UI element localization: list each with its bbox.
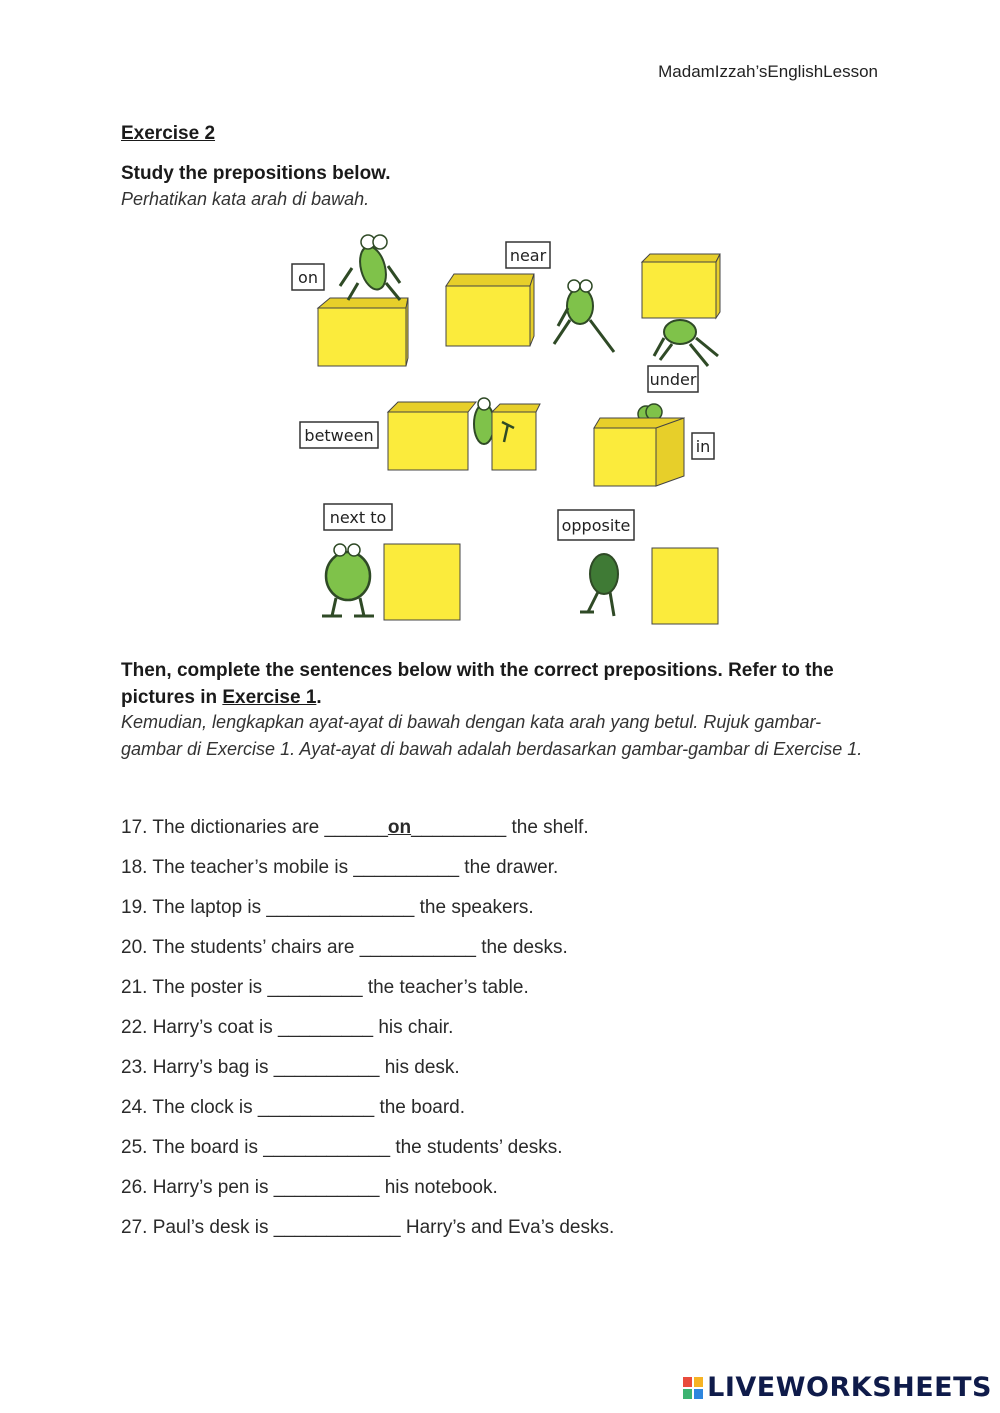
header-brand: MadamIzzah’sEnglishLesson xyxy=(658,62,878,81)
question-21[interactable]: 21. The poster is _________ the teacher’s table. xyxy=(121,977,529,998)
question-18[interactable]: 18. The teacher’s mobile is __________ the drawer. xyxy=(121,857,559,878)
frog-next-to xyxy=(322,544,374,616)
liveworksheets-logo-icon xyxy=(683,1377,703,1399)
cube-next-to xyxy=(384,544,460,620)
liveworksheets-logo[interactable] xyxy=(683,1372,992,1403)
answer-17[interactable]: on xyxy=(387,817,412,838)
label-near: near xyxy=(509,246,547,265)
label-in: in xyxy=(695,437,711,456)
cube-near xyxy=(446,286,530,346)
cube-between-right xyxy=(492,412,536,470)
question-19[interactable]: 19. The laptop is ______________ the speakers. xyxy=(121,897,534,918)
scene-in xyxy=(594,404,714,486)
scene-near xyxy=(446,242,614,352)
label-between: between xyxy=(304,426,374,445)
instruction-english: Study the prepositions below. xyxy=(121,163,391,184)
cube-in xyxy=(594,428,656,486)
instruction2-period: . xyxy=(316,687,322,708)
scene-under xyxy=(642,254,720,392)
scene-on xyxy=(292,235,408,366)
scene-between xyxy=(300,398,540,470)
exercise-1-reference: Exercise 1 xyxy=(222,687,317,708)
question-27[interactable]: 27. Paul’s desk is ____________ Harry’s and Eva’s desks. xyxy=(121,1217,615,1238)
label-on: on xyxy=(298,268,318,287)
question-24[interactable]: 24. The clock is ___________ the board. xyxy=(121,1097,466,1118)
frog-opposite xyxy=(580,554,618,616)
question-26[interactable]: 26. Harry’s pen is __________ his notebook. xyxy=(121,1177,498,1198)
frog-near xyxy=(554,280,614,352)
question-17: 17. The dictionaries are ______on_________ the shelf. xyxy=(121,817,589,838)
scene-next-to xyxy=(322,504,460,620)
frog-under xyxy=(654,320,718,366)
label-under: under xyxy=(649,370,697,389)
instruction2-text: Then, complete the sentences below with the correct prepositions. Refer to the pictures in xyxy=(121,660,834,708)
cube-on xyxy=(318,308,406,366)
cube-opposite xyxy=(652,548,718,624)
instruction2-english xyxy=(121,657,881,711)
frog-on xyxy=(340,235,400,300)
question-25[interactable]: 25. The board is ____________ the students’ desks. xyxy=(121,1137,563,1158)
frog-between xyxy=(474,398,494,444)
question-23[interactable]: 23. Harry’s bag is __________ his desk. xyxy=(121,1057,460,1078)
instruction2-malay: Kemudian, lengkapkan ayat-ayat di bawah dengan kata arah yang betul. Rujuk gambar-gambar di Exercise 1. Ayat-ayat di bawah adalah berdasarkan gambar-gambar di Exercise 1. xyxy=(121,712,863,759)
liveworksheets-logo-text: LIVEWORKSHEETS xyxy=(707,1372,992,1403)
cube-under xyxy=(642,262,716,318)
question-20[interactable]: 20. The students’ chairs are ___________ the desks. xyxy=(121,937,568,958)
instruction-malay: Perhatikan kata arah di bawah. xyxy=(121,189,370,209)
question-22[interactable]: 22. Harry’s coat is _________ his chair. xyxy=(121,1017,454,1038)
label-next-to: next to xyxy=(329,508,387,527)
question-list xyxy=(121,815,881,1255)
exercise-title: Exercise 2 xyxy=(121,123,216,144)
prepositions-illustration xyxy=(288,228,728,633)
label-opposite: opposite xyxy=(561,516,631,535)
cube-between-left xyxy=(388,412,468,470)
scene-opposite xyxy=(558,510,718,624)
